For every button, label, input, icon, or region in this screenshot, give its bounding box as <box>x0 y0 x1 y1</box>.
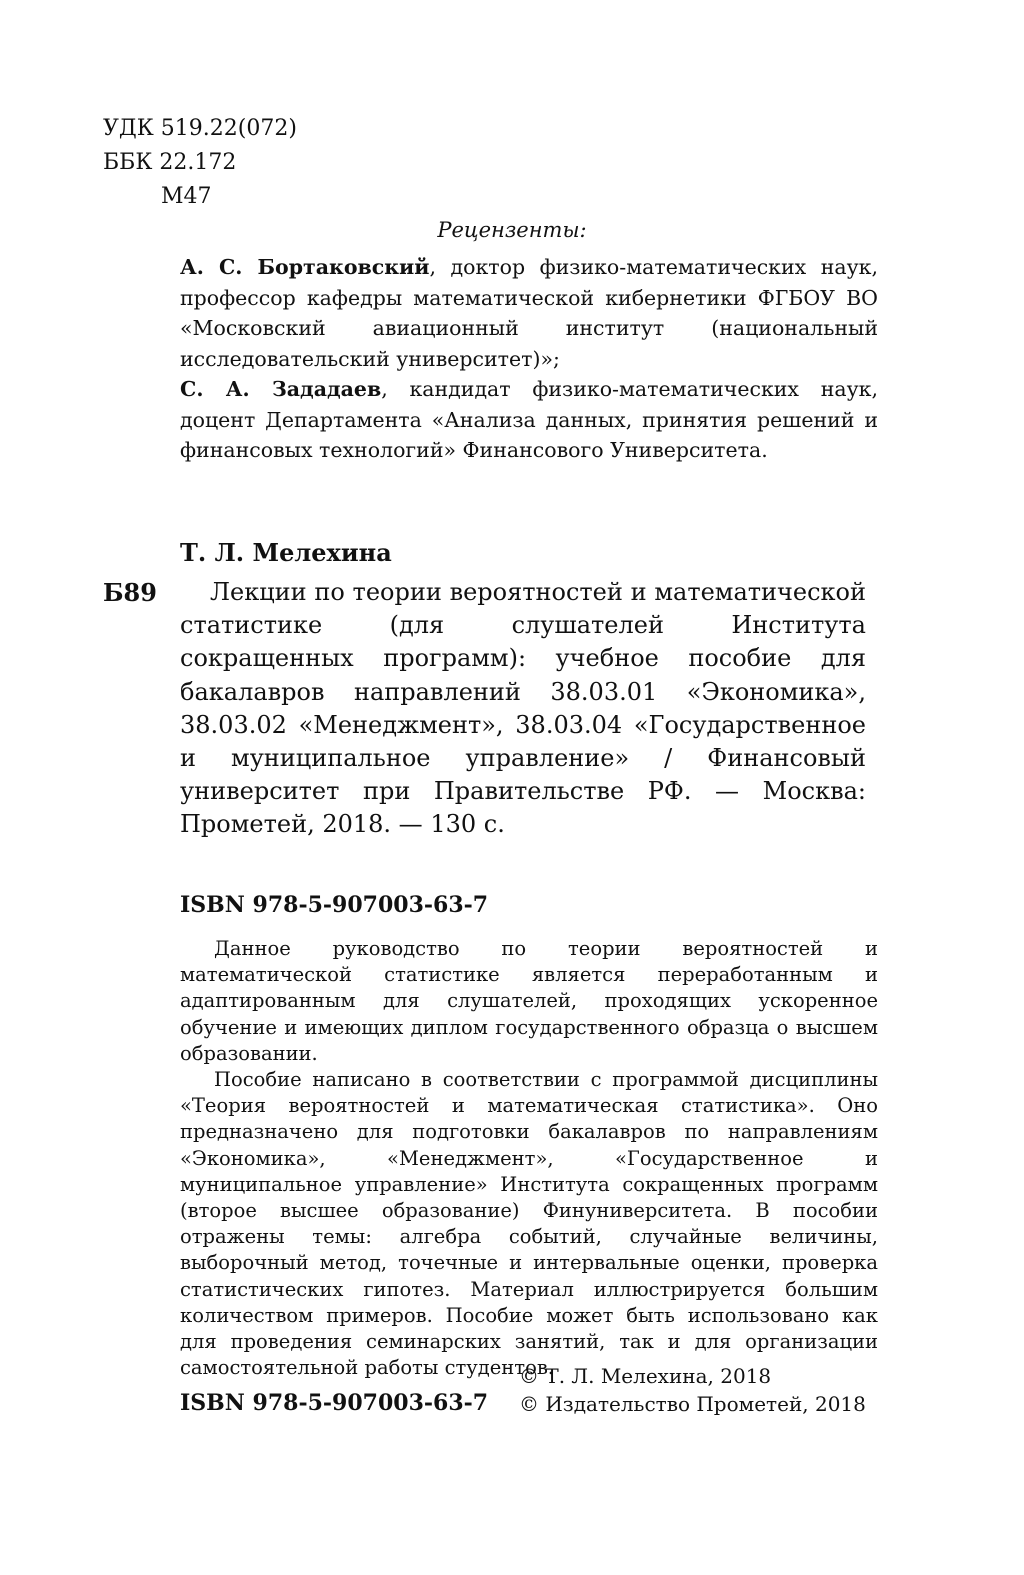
reviewer-entry <box>180 252 878 374</box>
isbn: ISBN 978-5-907003-63-7 <box>180 892 489 918</box>
reviewer-details: , доктор физико-математических наук, профессор кафедры математической кибернетики ФГБОУ ВО «Московский авиационный институт (национальный исследовательский университет)»; <box>180 255 878 371</box>
reviewer-entry <box>180 374 878 466</box>
classification-codes <box>103 112 297 214</box>
book-author: Т. Л. Мелехина <box>180 538 392 567</box>
copyright-publisher: © Издательство Прометей, 2018 <box>519 1392 866 1416</box>
author-mark: М47 <box>161 184 212 209</box>
annotation-paragraph: Пособие написано в соответствии с программой дисциплины «Теория вероятностей и математическая статистика». Оно предназначено для подготовки бакалавров по направлениям «Экономика», «Менеджмент», «Государственное и муниципальное управление» Института сокращенных программ (второе высшее образование) Финуниверситета. В пособии отражены темы: алгебра событий, случайные величины, выборочный метод, точечные и интервальные оценки, проверка статистических гипотез. Материал иллюстрируется большим количеством примеров. Пособие может быть использовано как для проведения семинарских занятий, так и для организации самостоятельной работы студентов. <box>180 1068 878 1380</box>
annotation-paragraph: Данное руководство по теории вероятностей и математической статистике является переработанным и адаптированным для слушателей, проходящих ускоренное обучение и имеющих диплом государственного образца о высшем образовании. <box>180 937 878 1065</box>
reviewers-list <box>180 252 878 466</box>
bibliographic-description: Лекции по теории вероятностей и математической статистике (для слушателей Института сокращенных программ): учебное пособие для бакалавров направлений 38.03.01 «Экономика», 38.03.02 «Менеджмент», 38.03.04 «Государственное и муниципальное управление» / Финансовый университет при Правительстве РФ. — Москва: Прометей, 2018. — 130 с. <box>180 578 866 839</box>
reviewer-name: С. А. Зададаев <box>180 377 382 401</box>
footer-isbn: ISBN 978-5-907003-63-7 <box>180 1390 489 1416</box>
reviewers-heading: Рецензенты: <box>437 218 587 242</box>
reviewer-name: А. С. Бортаковский <box>180 255 430 279</box>
bbk-code: ББК 22.172 <box>103 150 237 175</box>
annotation <box>180 936 878 1381</box>
author-sign-code: Б89 <box>103 578 157 607</box>
reviewer-details: , кандидат физико-математических наук, доцент Департамента «Анализа данных, принятия решений и финансовых технологий» Финансового Университета. <box>180 377 878 462</box>
udk-code: УДК 519.22(072) <box>103 116 297 141</box>
copyright-block <box>519 1362 866 1418</box>
copyright-author: © Т. Л. Мелехина, 2018 <box>519 1364 772 1388</box>
